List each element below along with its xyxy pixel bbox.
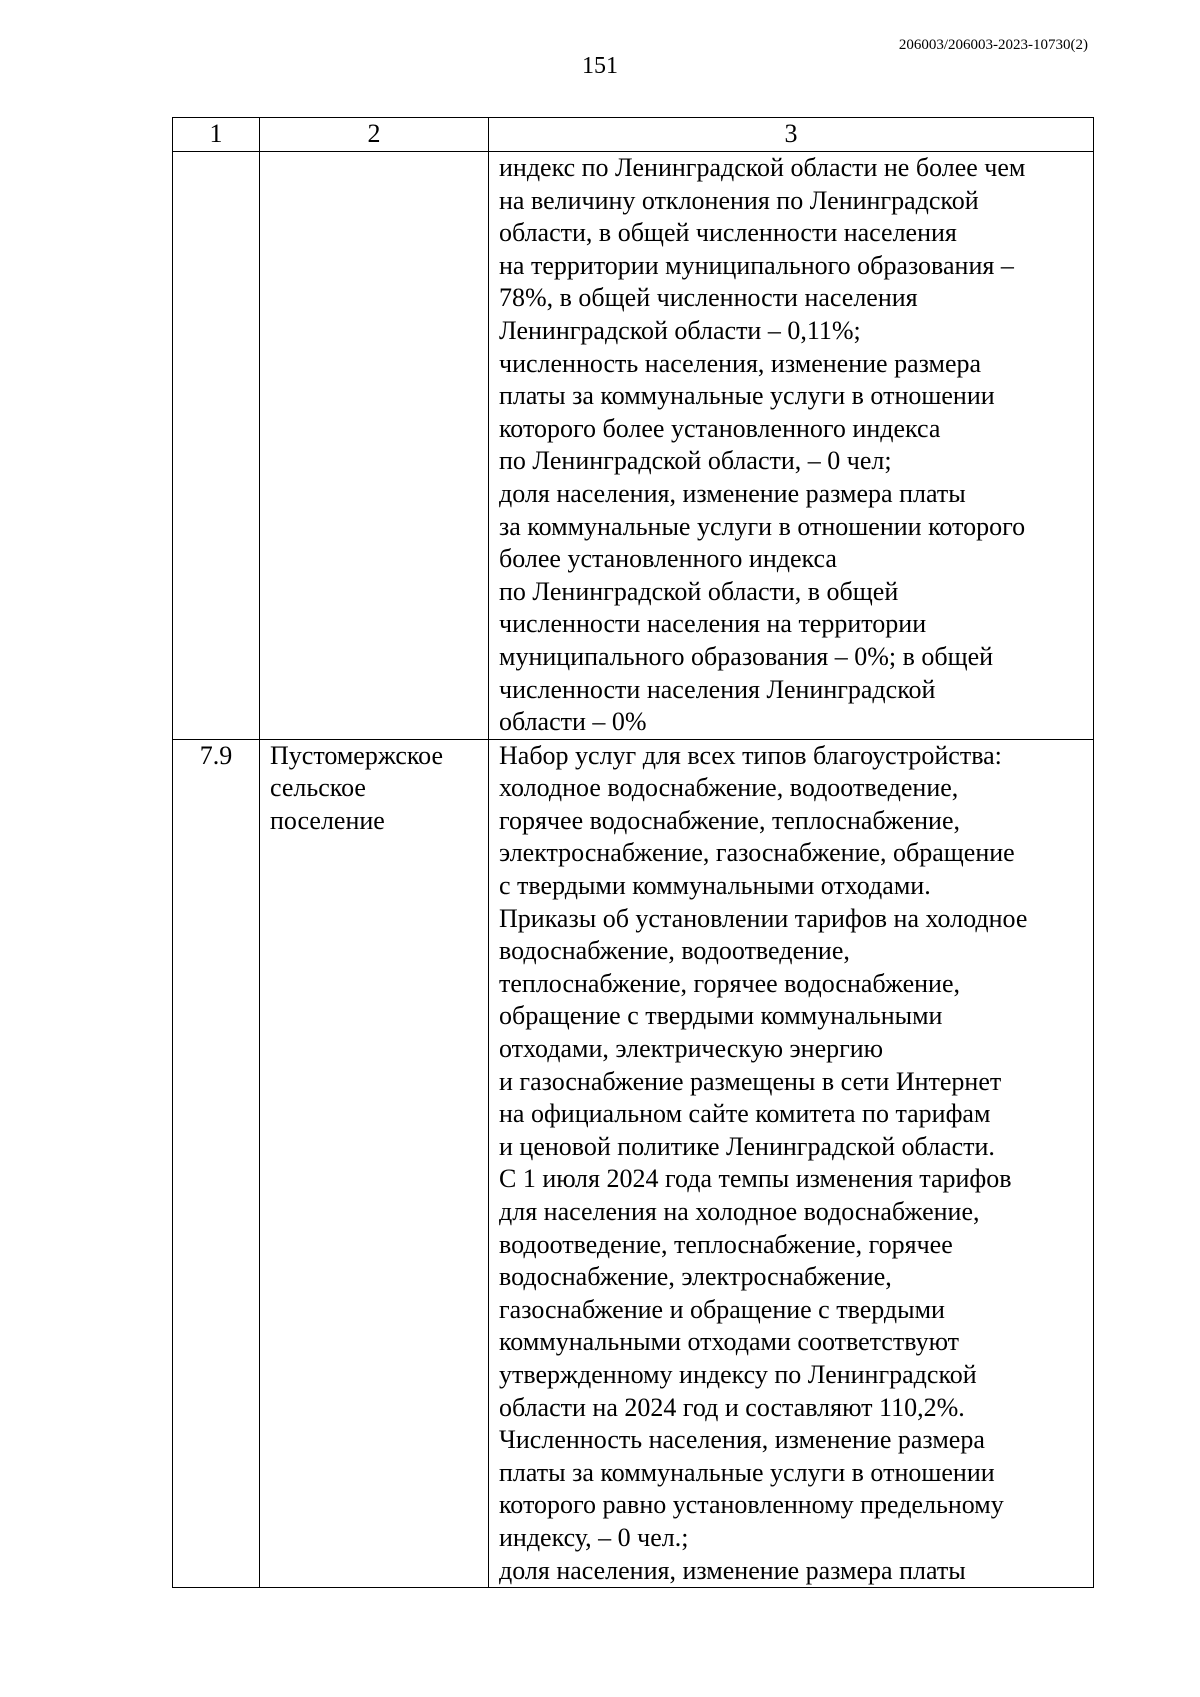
- description-line: для населения на холодное водоснабжение,: [499, 1197, 980, 1226]
- description-cell: [489, 739, 1094, 1587]
- description-line: более установленного индекса: [499, 544, 837, 574]
- description-line: Набор услуг для всех типов благоустройства:: [499, 740, 1002, 770]
- description-line: на территории муниципального образования –: [499, 250, 1014, 280]
- description-line: платы за коммунальные услуги в отношении: [499, 381, 995, 411]
- description-line: и ценовой политике Ленинградской области.: [499, 1131, 995, 1161]
- description-line: газоснабжение и обращение с твердыми: [499, 1294, 945, 1324]
- description-line: области на 2024 год и составляют 110,2%.: [499, 1392, 965, 1422]
- description-line: области – 0%: [499, 707, 647, 737]
- column-header-2: 2: [260, 118, 489, 152]
- description-line: по Ленинградской области, в общей: [499, 576, 899, 606]
- description-line: утвержденному индексу по Ленинградской: [499, 1359, 977, 1389]
- table-row: [173, 152, 1094, 740]
- row-number-cell: [173, 739, 260, 1587]
- table-header-row: [173, 118, 1094, 152]
- settlement-name-cell: [260, 152, 489, 740]
- description-line: численности населения на территории: [499, 609, 927, 639]
- description-line: с твердыми коммунальными отходами.: [499, 871, 931, 901]
- description-line: обращение с твердыми коммунальными: [499, 1001, 943, 1031]
- settlement-name-line: сельское: [270, 773, 366, 803]
- description-line: по Ленинградской области, – 0 чел;: [499, 446, 892, 476]
- settlement-name-line: Пустомержское: [270, 740, 444, 770]
- description-line: индекс по Ленинградской области не более чем: [499, 153, 1026, 182]
- description-line: электроснабжение, газоснабжение, обращение: [499, 838, 1015, 868]
- description-line: на официальном сайте комитета по тарифам: [499, 1099, 991, 1129]
- tariff-table: [172, 117, 1094, 1588]
- description-line: водоотведение, теплоснабжение, горячее: [499, 1229, 953, 1259]
- description-line: доля населения, изменение размера платы: [499, 1555, 966, 1585]
- description-line: численность населения, изменение размера: [499, 348, 982, 378]
- description-line: муниципального образования – 0%; в общей: [499, 641, 994, 671]
- description-line: С 1 июля 2024 года темпы изменения тарифов: [499, 1164, 1012, 1194]
- description-line: 78%, в общей численности населения: [499, 283, 918, 313]
- column-header-1: 1: [173, 118, 260, 152]
- row-number-cell: [173, 152, 260, 740]
- description-line: водоснабжение, водоотведение,: [499, 936, 850, 966]
- table-row: [173, 739, 1094, 1587]
- description-line: Численность населения, изменение размера: [499, 1425, 985, 1455]
- document-code: 206003/206003-2023-10730(2): [898, 37, 1088, 53]
- description-line: которого равно установленному предельному: [499, 1490, 1004, 1520]
- description-line: холодное водоснабжение, водоотведение,: [499, 773, 959, 803]
- description-line: платы за коммунальные услуги в отношении: [499, 1457, 995, 1487]
- table-body: [173, 152, 1094, 1588]
- description-line: которого более установленного индекса: [499, 413, 941, 443]
- column-header-3: 3: [489, 118, 1094, 152]
- settlement-name-line: поселение: [270, 805, 385, 835]
- description-line: водоснабжение, электроснабжение,: [499, 1262, 892, 1292]
- description-line: теплоснабжение, горячее водоснабжение,: [499, 968, 961, 998]
- settlement-name-cell: [260, 739, 489, 1587]
- description-line: численности населения Ленинградской: [499, 674, 936, 704]
- description-line: и газоснабжение размещены в сети Интернет: [499, 1066, 1002, 1096]
- description-line: отходами, электрическую энергию: [499, 1034, 884, 1064]
- description-line: на величину отклонения по Ленинградской: [499, 185, 979, 215]
- description-line: индексу, – 0 чел.;: [499, 1522, 689, 1552]
- description-line: горячее водоснабжение, теплоснабжение,: [499, 805, 961, 835]
- description-line: доля населения, изменение размера платы: [499, 478, 966, 508]
- description-line: коммунальными отходами соответствуют: [499, 1327, 960, 1357]
- page-number: 151: [582, 53, 618, 79]
- description-cell: [489, 152, 1094, 740]
- description-line: области, в общей численности населения: [499, 218, 957, 248]
- row-number: 7.9: [199, 740, 233, 770]
- description-line: Ленинградской области – 0,11%;: [499, 315, 861, 345]
- description-line: за коммунальные услуги в отношении которого: [499, 511, 1026, 541]
- description-line: Приказы об установлении тарифов на холодное: [499, 903, 1028, 933]
